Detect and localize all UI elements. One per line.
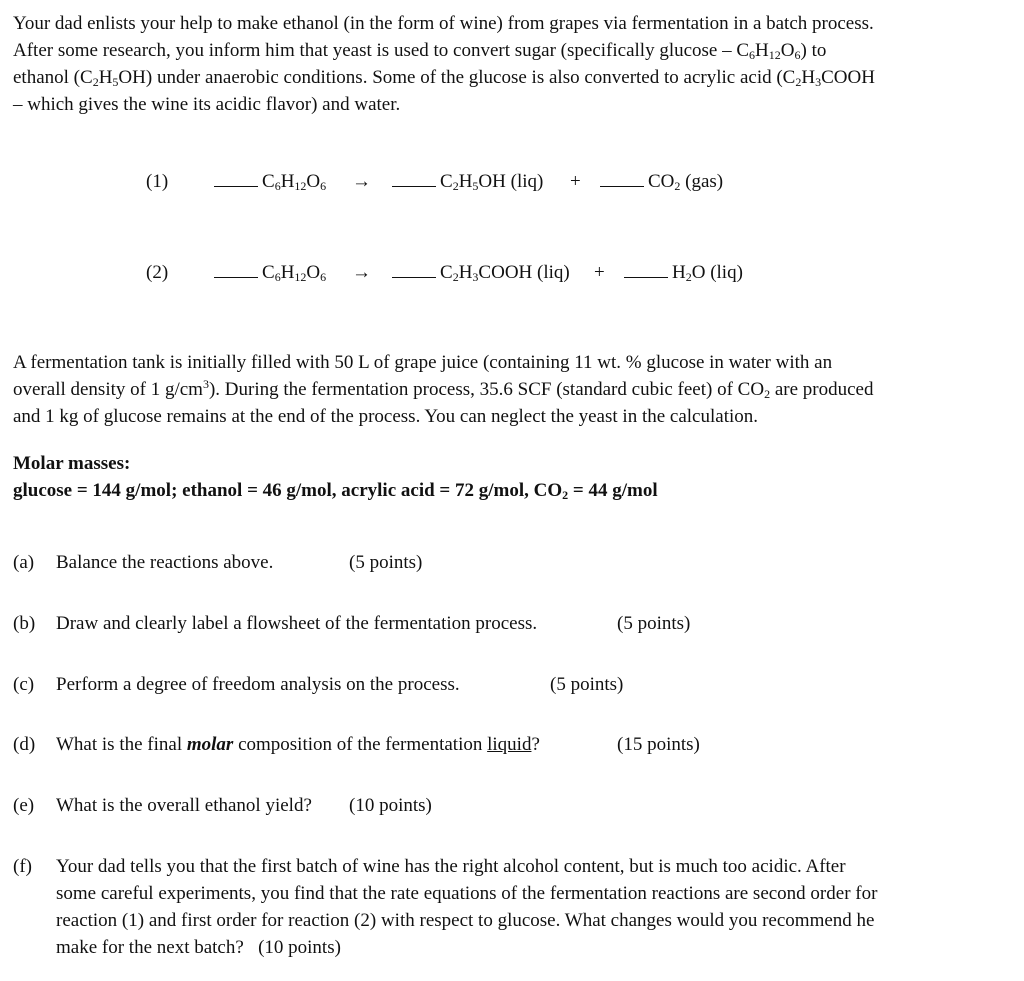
tank-line-1: A fermentation tank is initially filled with 50 L of grape juice (containing 11 wt. % glucose in water with an [13,352,833,373]
question-f-label: (f) [13,856,32,877]
question-a-label: (a) [13,552,35,573]
question-a-text: Balance the reactions above. [56,552,274,573]
question-e-points: (10 points) [349,795,432,816]
question-c-points: (5 points) [550,674,624,695]
question-c-text: Perform a degree of freedom analysis on the process. [56,674,460,695]
question-d-points: (15 points) [617,734,700,755]
intro-line-2: After some research, you inform him that yeast is used to convert sugar (specifically glucose – $C_6H_{12}O_6$) to [13,40,827,62]
reaction-2-arrow: → [352,262,371,283]
question-f-text [56,853,956,961]
reaction-2-plus: + [594,262,605,283]
question-b-text: Draw and clearly label a flowsheet of the fermentation process. [56,613,538,634]
reaction-1-product-1: $C_2H_5OH$ (liq) [392,168,543,195]
question-e-text: What is the overall ethanol yield? [56,795,312,816]
question-d [13,731,973,758]
reaction-1-number: (1) [146,171,169,192]
intro-line-1: Your dad enlists your help to make ethanol (in the form of wine) from grapes via fermentation in a batch process. [13,13,874,34]
reaction-1-reactant: $C_6H_{12}O_6$ [214,168,326,195]
reaction-2-number: (2) [146,262,169,283]
question-e-label: (e) [13,795,35,816]
molar-masses-values: glucose = 144 g/mol; ethanol = 46 g/mol, acrylic acid = 72 g/mol, $CO_2 = 44$ g/mol [13,480,658,502]
question-f-line-1: Your dad tells you that the first batch of wine has the right alcohol content, but is much too acidic. After [56,856,846,877]
question-c [13,671,973,698]
intro-line-3: ethanol $(C_2H_5OH)$ under anaerobic conditions. Some of the glucose is also converted to acrylic acid ($C_2H_3COOH$ [13,67,875,89]
intro-paragraph [13,10,953,118]
question-e [13,792,973,819]
intro-line-4: – which gives the wine its acidic flavor) and water. [13,94,401,115]
tank-line-2: overall density of 1 $g/cm^3$). During the fermentation process, 35.6 SCF (standard cubic feet) of $CO_2$ are produced [13,377,874,401]
question-b-points: (5 points) [617,613,691,634]
question-a [13,549,973,576]
question-c-label: (c) [13,674,35,695]
question-f-points: (10 points) [258,937,341,958]
molar-masses-heading: Molar masses: [13,453,131,474]
reaction-1-plus: + [570,171,581,192]
question-d-text: What is the final molar composition of the fermentation liquid? [56,734,540,755]
reaction-2-reactant: $C_6H_{12}O_6$ [214,259,326,286]
reaction-1-product-2: $CO_2$ (gas) [600,168,723,195]
question-f-line-4: make for the next batch? (10 points) [56,937,341,958]
question-a-points: (5 points) [349,552,423,573]
question-f-line-3: reaction (1) and first order for reaction (2) with respect to glucose. What changes would you recommend he [56,910,875,931]
tank-line-3: and 1 kg of glucose remains at the end of the process. You can neglect the yeast in the calculation. [13,406,758,427]
reaction-1-arrow: → [352,171,371,192]
question-d-label: (d) [13,734,36,755]
question-f-line-2: some careful experiments, you find that the rate equations of the fermentation reactions are second order for [56,883,878,904]
reaction-2-product-1: $C_2H_3COOH$ (liq) [392,259,570,286]
question-f [13,853,973,965]
question-b [13,610,973,637]
reaction-2-product-2: $H_2O$ (liq) [624,259,743,286]
tank-paragraph [13,349,953,430]
question-b-label: (b) [13,613,36,634]
